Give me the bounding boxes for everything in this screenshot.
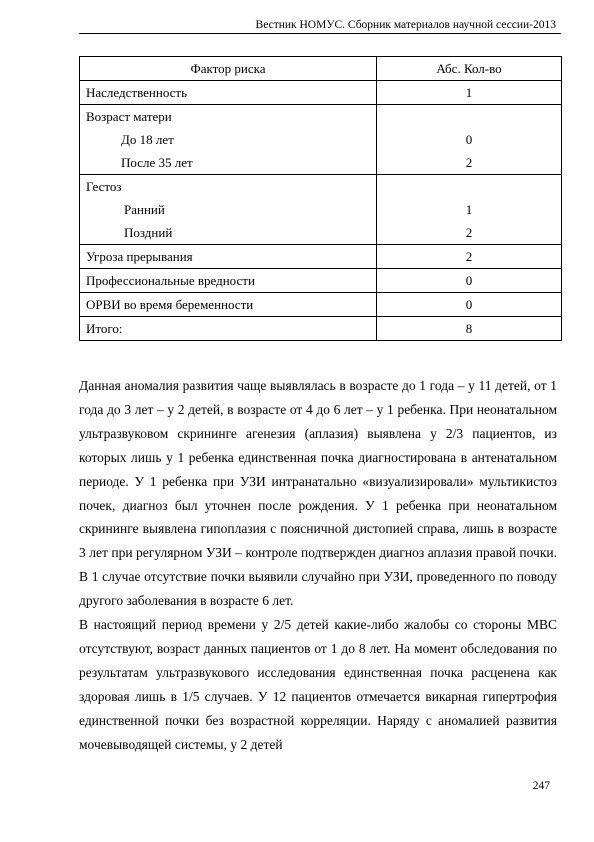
table-row [80, 293, 562, 317]
sub-value: 1 [465, 202, 473, 217]
row-value: 0 [377, 269, 562, 293]
sub-label: Ранний [124, 202, 165, 217]
paragraph: В настоящий период времени у 2/5 детей какие-либо жалобы со стороны МВС отсутствуют, возраст данных пациентов от 1 до 8 лет. На момент обследования по результатам ультразвукового исследования единственная почка расценена как здоровая лишь в 1/5 случаев. У 12 пациентов отмечается викарная гипертрофия единственной почки без возрастной корреляции. Наряду с аномалией развития мочевыводящей системы, у 2 детей [79, 617, 557, 752]
row-value: 8 [377, 317, 562, 341]
row-label: Профессиональные вредности [80, 269, 377, 293]
body-text [79, 374, 557, 757]
sub-value: 2 [465, 155, 473, 170]
sub-value: 2 [465, 225, 473, 240]
page-number: 247 [532, 780, 550, 792]
sub-label: После 35 лет [121, 155, 193, 170]
table-row [80, 81, 562, 105]
row-label-group [80, 175, 377, 245]
row-label: ОРВИ во время беременности [80, 293, 377, 317]
sub-value: 0 [465, 132, 473, 147]
row-label-group [80, 105, 377, 175]
sub-label: Поздний [124, 225, 173, 240]
group-label: Гестоз [86, 179, 122, 194]
row-value: 0 [377, 293, 562, 317]
sub-label: До 18 лет [121, 132, 174, 147]
table-row [80, 175, 562, 245]
paragraph: Данная аномалия развития чаще выявлялась в возрасте до 1 года – у 11 детей, от 1 года до 3 лет – у 2 детей, в возрасте от 4 до 6 лет – у 1 ребенка. При неонатальном ультразвуковом скрининге агенезия (аплазия) выявлена у 2/3 пациентов, из которых лишь у 1 ребенка единственная почка диагностирована в антенатальном периоде. У 1 ребенка при УЗИ интранатально «визуализировали» мультикистоз почек, диагноз был уточнен после рождения. У 1 ребенка при неонатальном скрининге выявлена гипоплазия с поясничной дистопией справа, лишь в возрасте 3 лет при регулярном УЗИ – контроле подтвержден диагноз аплазия правой почки. В 1 случае отсутствие почки выявили случайно при УЗИ, проведенного по поводу другого заболевания в возрасте 6 лет. [79, 378, 557, 609]
row-label: Наследственность [80, 81, 377, 105]
header-rule [79, 33, 561, 34]
row-label: Итого: [80, 317, 377, 341]
row-label: Угроза прерывания [80, 245, 377, 269]
header-abs-count: Абс. Кол-во [377, 57, 562, 81]
row-value-group [377, 105, 562, 175]
table-header-row [80, 57, 562, 81]
running-header: Вестник НОМУС. Сборник материалов научной сессии-2013 [255, 19, 556, 31]
row-value: 1 [377, 81, 562, 105]
table-row-total [80, 317, 562, 341]
table-row [80, 269, 562, 293]
row-value-group [377, 175, 562, 245]
group-label: Возраст матери [86, 109, 172, 124]
header-risk-factor: Фактор риска [80, 57, 377, 81]
table-row [80, 105, 562, 175]
risk-factor-table [79, 56, 562, 341]
row-value: 2 [377, 245, 562, 269]
table-row [80, 245, 562, 269]
